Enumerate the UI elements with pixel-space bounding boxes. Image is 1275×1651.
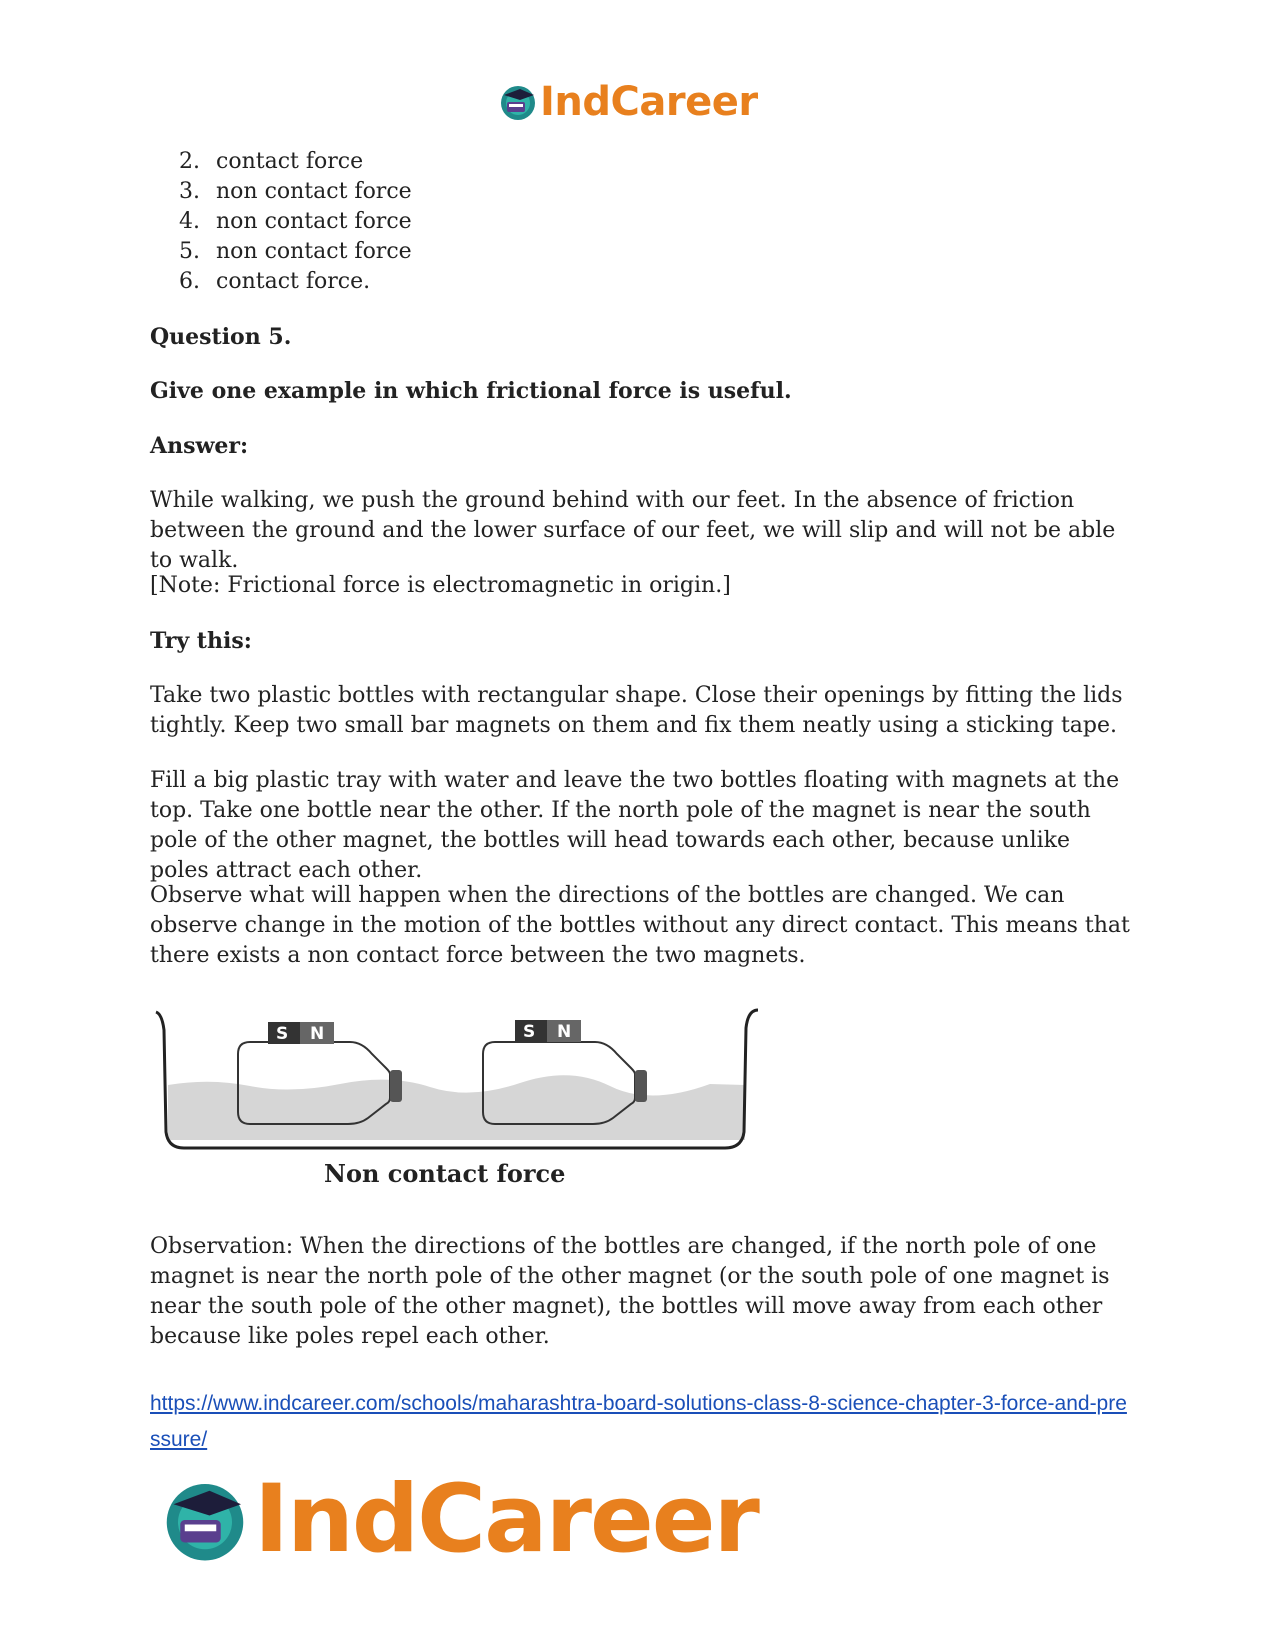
figure-caption: Non contact force <box>324 1159 566 1188</box>
magnet-left-n-label: N <box>310 1024 325 1044</box>
bottle-left-cap <box>390 1070 402 1102</box>
answer-text: While walking, we push the ground behind with our feet. In the absence of friction between the ground and the lower surface of our feet, we will slip and will not be able to walk. <box>150 488 1116 573</box>
try-this-paragraph-1: Take two plastic bottles with rectangular shape. Close their openings by fitting the lids tightly. Keep two small bar magnets on them and fix them neatly using a sticking tape. <box>150 683 1123 738</box>
observation-text: Observation: When the directions of the bottles are changed, if the north pole of one magnet is near the north pole of the other magnet (or the south pole of one magnet is near the south pole of the other magnet), the bottles will move away from each other because like poles repel each other. <box>150 1234 1110 1349</box>
water <box>168 1075 745 1140</box>
try-this-label: Try this: <box>150 628 252 654</box>
magnet-bottles-figure <box>150 1000 770 1210</box>
footer-logo <box>160 1465 758 1574</box>
logo-wordmark: IndCareer <box>254 1465 758 1574</box>
try-this-paragraph-2: Fill a big plastic tray with water and leave the two bottles floating with magnets at the top. Take one bottle near the other. If the north pole of the magnet is near the south pole of the other magnet, the bottles will head towards each other, because unlike poles attract each other. <box>150 768 1120 883</box>
list-item: 2. contact force <box>179 149 364 174</box>
logo-wordmark: IndCareer <box>540 79 758 125</box>
bottle-right-cap <box>635 1070 647 1102</box>
answer-label: Answer: <box>150 433 249 459</box>
list-item: 6. contact force. <box>179 269 371 294</box>
magnet-left-s-label: S <box>276 1024 289 1044</box>
note-text: [Note: Frictional force is electromagnetic in origin.] <box>150 573 731 598</box>
magnet-right-n-label: N <box>557 1022 572 1042</box>
list-item: 3. non contact force <box>179 179 412 204</box>
magnet-right-s-label: S <box>523 1022 536 1042</box>
question-text: Give one example in which frictional force is useful. <box>150 378 792 404</box>
graduation-globe-icon <box>498 82 538 122</box>
source-link[interactable]: https://www.indcareer.com/schools/maharashtra-board-solutions-class-8-science-chapter-3-force-and-pressure/ <box>150 1392 1127 1451</box>
try-this-paragraph-3: Observe what will happen when the directions of the bottles are changed. We can observe change in the motion of the bottles without any direct contact. This means that there exists a non contact force between the two magnets. <box>150 883 1130 968</box>
header-logo <box>498 80 758 124</box>
list-item: 5. non contact force <box>179 239 412 264</box>
question-label: Question 5. <box>150 324 292 350</box>
answer-list <box>150 147 412 297</box>
graduation-globe-icon <box>160 1475 250 1565</box>
list-item: 4. non contact force <box>179 209 412 234</box>
